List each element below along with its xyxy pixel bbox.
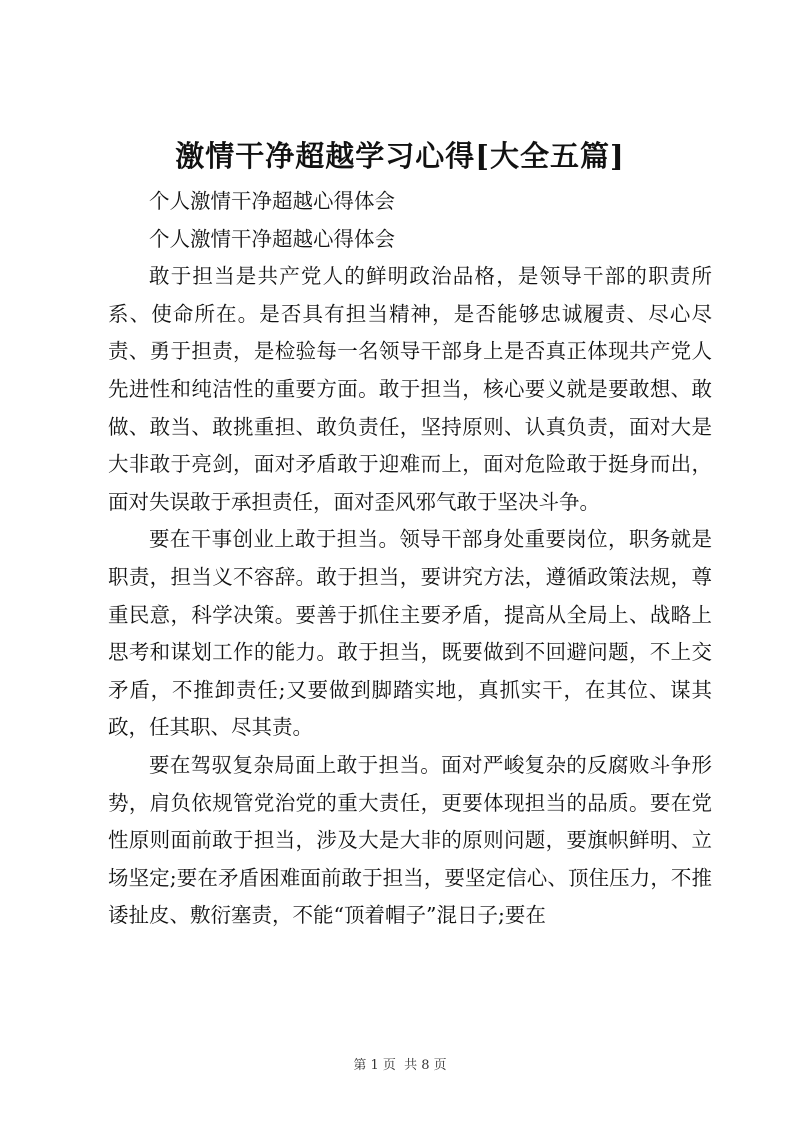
page-total: 共 8 页 — [404, 1058, 447, 1073]
page-footer — [0, 1054, 800, 1073]
subtitle-paragraph: 个人激情干净超越心得体会 — [149, 226, 395, 251]
page-number: 第 1 页 — [353, 1058, 396, 1073]
body-paragraph: 敢于担当是共产党人的鲜明政治品格，是领导干部的职责所系、使命所在。是否具有担当精神，是否能够忠诚履责、尽心尽责、勇于担责，是检验每一名领导干部身上是否真正体现共产党人先进性和纯洁性的重要方面。敢于担当，核心要义就是要敢想、敢做、敢当、敢挑重担、敢负责任，坚持原则、认真负责，面对大是大非敢于亮剑，面对矛盾敢于迎难而上，面对危险敢于挺身而出，面对失误敢于承担责任，面对歪风邪气敢于坚决斗争。 — [108, 264, 712, 514]
document-title: 激情干净超越学习心得[大全五篇] — [175, 139, 625, 173]
body-paragraph: 要在驾驭复杂局面上敢于担当。面对严峻复杂的反腐败斗争形势，肩负依规管党治党的重大责任，更要体现担当的品质。要在党性原则面前敢于担当，涉及大是大非的原则问题，要旗帜鲜明、立场坚定;要在矛盾困难面前敢于担当，要坚定信心、顶住压力，不推诿扯皮、敷衍塞责，不能“顶着帽子”混日子;要在 — [108, 752, 712, 928]
document-body — [108, 183, 712, 935]
subtitle-paragraph: 个人激情干净超越心得体会 — [149, 189, 395, 213]
body-paragraph: 要在干事创业上敢于担当。领导干部身处重要岗位，职务就是职责，担当义不容辞。敢于担当，要讲究方法，遵循政策法规，尊重民意，科学决策。要善于抓住主要矛盾，提高从全局上、战略上思考和谋划工作的能力。敢于担当，既要做到不回避问题，不上交矛盾，不推卸责任;又要做到脚踏实地，真抓实干，在其位、谋其政，任其职、尽其责。 — [108, 527, 712, 740]
